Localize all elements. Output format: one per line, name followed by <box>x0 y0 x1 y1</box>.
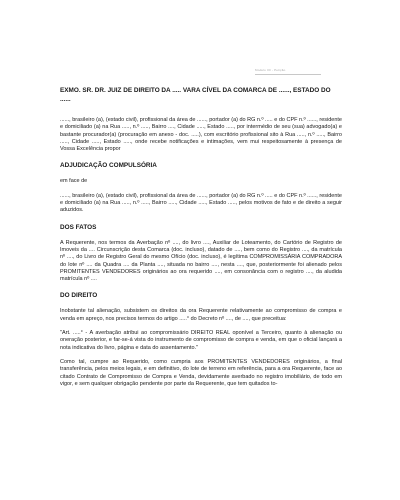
facts-paragraph: A Requerente, nos termos da Averbação nº ...., do livro ...., Auxiliar de Loteamento, do Cartório de Registro de Imoveis da .... Circunscrição desta Comarca (doc. incluso), datado de ...., bem como do Registro ...., da matrícula nº ...., do Livro de Registro Geral do mesmo Ofício (doc. incluso), é legítima COMPROMISSÁRIA COMPRADORA do lote nº .... da Quadra .... da Planta ...., situada no bairro ...., nesta ...., que, posteriormente foi alienado pelos PROMITENTES VENDEDORES originários ao ora requerido ...., em consonância com o registro ...., da aludida matrícula nº .... <box>60 239 342 283</box>
addressee-heading: EXMO. SR. DR. JUIZ DE DIREITO DA ..... VARA CÍVEL DA COMARCA DE ......, ESTADO DO ...... <box>60 87 331 103</box>
law-title: DO DIREITO <box>60 292 98 300</box>
defendant-paragraph: ......, brasileiro (a), (estado civil), profissional da área de ......, portador (a) do RG n.º ..... e do CPF n.º ......, residente e domiciliado (a) na Rua ....., n.º ....., Bairro ....., Cidade ....., Estado ....., pelos motivos de fato e de direito a seguir aduzidos. <box>60 192 342 214</box>
against-text: em face de <box>60 178 88 185</box>
intro-paragraph: ......, brasileiro (a), (estado civil), profissional da área de ......, portador (a) do RG n.º ..... e do CPF n.º ......, residente e domiciliado (a) na Rua ....., n.º ....., Bairro ...., Cidade ....., Estado ....., por intermédio de seu (sua) advogado(a) e bastante procurador(a) (procuração em anexo - doc. .....), com escritório profissional sito à Rua ....., n.º ....., Bairro ....., Cidade ....., Estado ....., onde recebe notificações e intimações, vem mui respeitosamente à presença de Vossa Excelência propor <box>60 117 342 153</box>
law-quote-paragraph: "Art. .....° - A averbação atribui ao compromissário DIREITO REAL oponível a Terceiro, quanto à alienação ou oneração posterior, e far-se-á vista do instrumento de compromisso de compra e venda, em que o oficial lançará a nota indicativa do livro, página e data do assentamento." <box>60 330 342 351</box>
header-stamp: Modelo 00 - Petição <box>255 66 321 75</box>
law-paragraph-1: Inobstante tal alienação, subsistem os direitos da ora Requerente relativamente ao compromisso de compra e venda em apreço, nos precisos termos do artigo .....° do Decreto nº ...., de ...., que preceitua: <box>60 308 342 322</box>
document-body <box>60 86 342 395</box>
law-paragraph-3: Como tal, cumpre ao Requerido, como cumpria aos PROMITENTES VENDEDORES originários, a final transferência, pelos meios legais, e em definitivo, do lote de terreno em referência, para a ora Requerente, face ao citado Contrato de Compromisso de Compra e Venda, devidamente averbado no registro imobiliário, de todo em vigor, e sem qualquer obrigação pendente por parte da Requerente, que tem quitados to- <box>60 358 342 387</box>
facts-title: DOS FATOS <box>60 223 97 231</box>
action-title: ADJUDICAÇÃO COMPULSÓRIA <box>60 162 157 170</box>
